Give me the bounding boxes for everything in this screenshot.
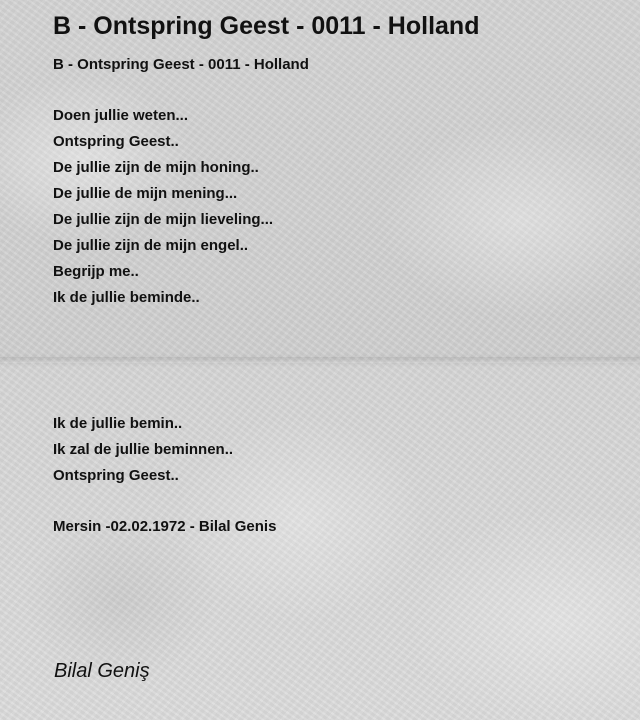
poem-line: Ontspring Geest.. (53, 467, 179, 484)
poem-line: Ik de jullie beminde.. (53, 289, 200, 306)
stanza-2 (53, 411, 233, 489)
poem-line: De jullie zijn de mijn engel.. (53, 237, 249, 254)
stanza-1 (53, 103, 273, 311)
poem-line: De jullie zijn de mijn lieveling... (53, 211, 274, 228)
author-name: Bilal Geniş (54, 660, 150, 682)
poem-title: B - Ontspring Geest - 0011 - Holland (53, 12, 480, 40)
poem-line: Ontspring Geest.. (53, 133, 179, 150)
poem-line: Doen jullie weten... (53, 107, 189, 124)
background-divider (0, 357, 640, 363)
poem-line: De jullie de mijn mening... (53, 185, 238, 202)
poem-line: Ik de jullie bemin.. (53, 415, 183, 432)
poem-line: De jullie zijn de mijn honing.. (53, 159, 259, 176)
poem-signature: Mersin -02.02.1972 - Bilal Genis (53, 518, 277, 535)
poem-line: Begrijp me.. (53, 263, 139, 280)
poem-subtitle: B - Ontspring Geest - 0011 - Holland (53, 56, 309, 73)
poem-line: Ik zal de jullie beminnen.. (53, 441, 234, 458)
